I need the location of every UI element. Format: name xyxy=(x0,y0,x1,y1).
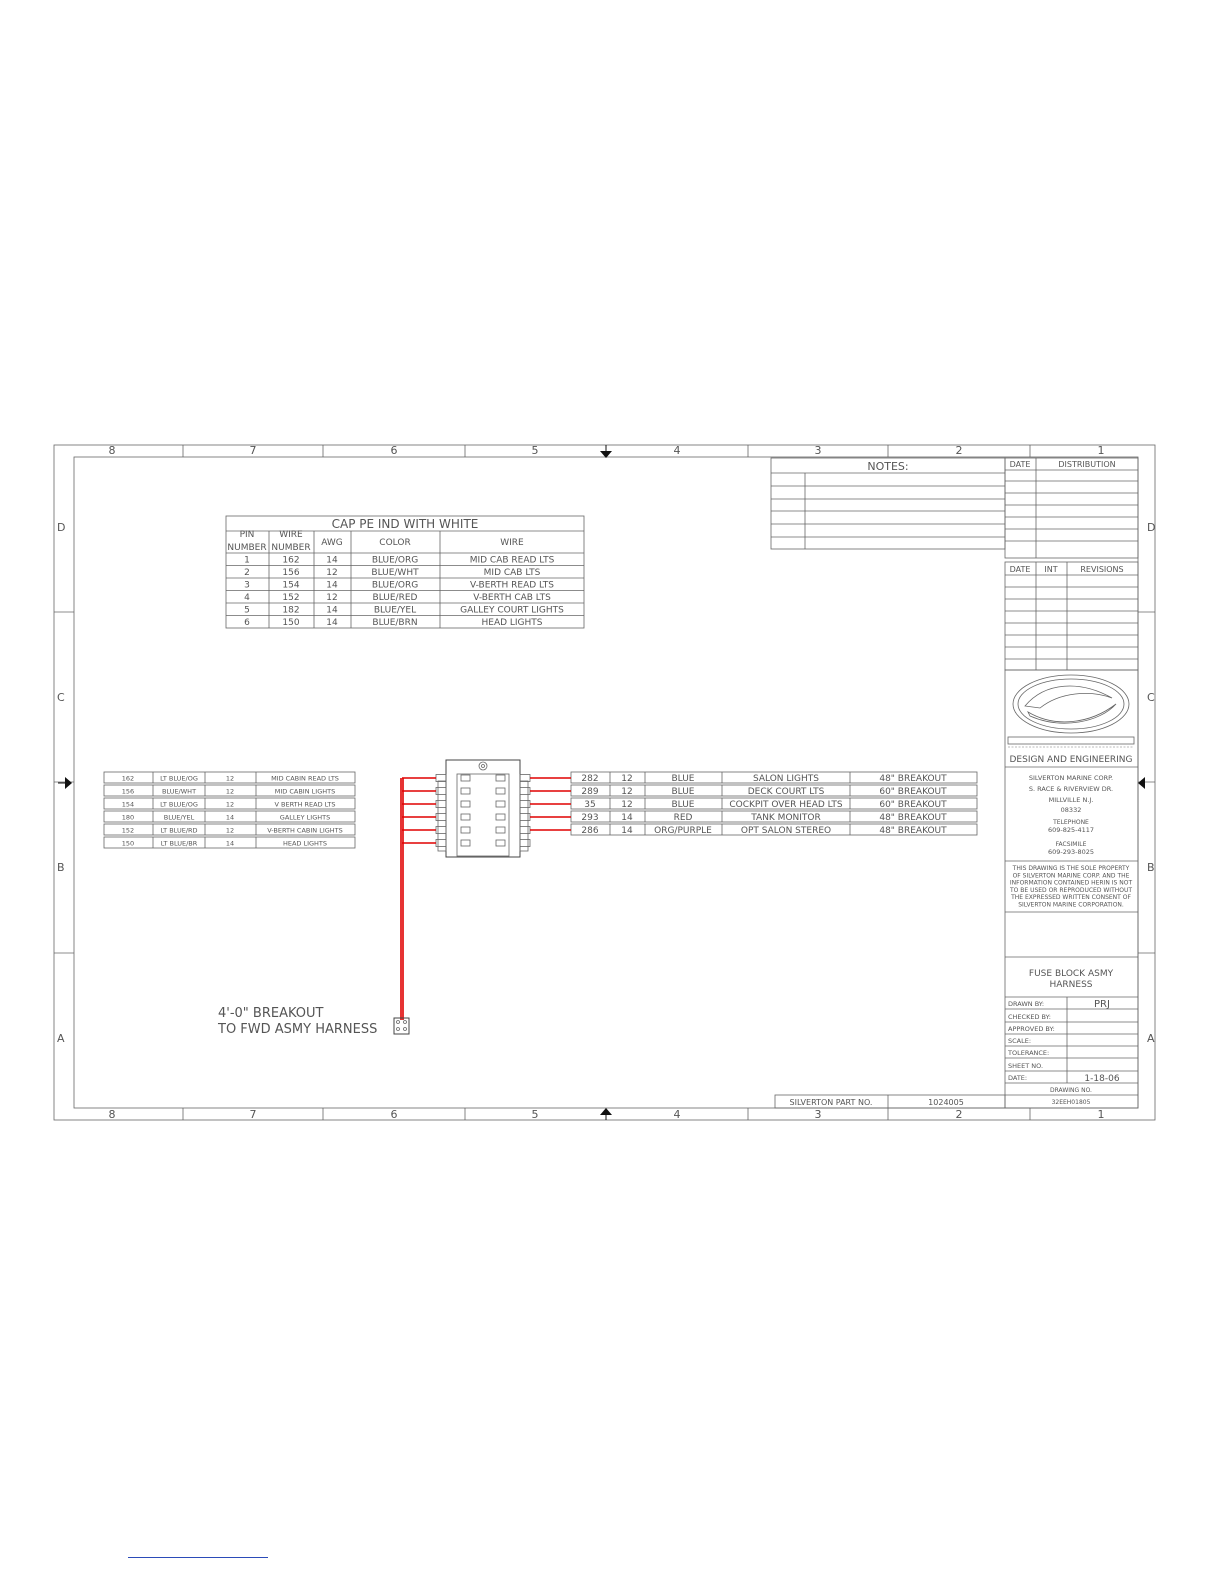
disclaimer-line: TO BE USED OR REPRODUCED WITHOUT xyxy=(1009,886,1133,894)
revisions-title: REVISIONS xyxy=(1080,565,1124,574)
company-address: S. RACE & RIVERVIEW DR. xyxy=(1028,785,1114,793)
right-table-cell: 12 xyxy=(621,787,633,797)
left-table-cell: 152 xyxy=(121,826,135,835)
right-table-cell: 48" BREAKOUT xyxy=(879,826,947,836)
fuse-terminal-left xyxy=(436,814,446,821)
breakout-label-line2: TO FWD ASMY HARNESS xyxy=(218,1022,378,1037)
right-wire-table xyxy=(571,772,977,836)
notes-box xyxy=(771,458,1005,549)
pin-table-header: WIRE xyxy=(500,538,524,548)
left-table-cell: 162 xyxy=(121,774,135,783)
revisions-date-header: DATE xyxy=(1009,565,1031,574)
left-table-cell: 12 xyxy=(225,826,235,835)
left-table-cell: 154 xyxy=(121,800,135,809)
fuse-slot xyxy=(496,827,505,833)
disclaimer-line: THIS DRAWING IS THE SOLE PROPERTY xyxy=(1012,865,1130,872)
pin-table-header: COLOR xyxy=(379,538,411,548)
sheet-no-label: SHEET NO. xyxy=(1008,1062,1044,1070)
left-table-cell: BLUE/YEL xyxy=(163,813,195,822)
right-table-cell: RED xyxy=(673,813,693,823)
pin-table-cell: 150 xyxy=(282,618,300,628)
column-label-top: 1 xyxy=(1097,444,1105,457)
hyperlink-underline[interactable] xyxy=(128,1557,268,1558)
column-label-bottom: 5 xyxy=(531,1108,539,1121)
pin-table-cell: 152 xyxy=(282,593,300,603)
right-table-cell: DECK COURT LTS xyxy=(747,787,825,797)
revisions-int-header: INT xyxy=(1044,565,1058,574)
column-label-top: 4 xyxy=(673,444,681,457)
pin-table-cell: BLUE/ORG xyxy=(371,555,419,566)
right-table-cell: 289 xyxy=(581,787,599,797)
telephone-label: TELEPHONE xyxy=(1053,819,1089,826)
column-label-bottom: 7 xyxy=(249,1108,257,1121)
left-wire-table xyxy=(104,772,355,848)
column-label-top: 5 xyxy=(531,444,539,457)
notes-title: NOTES: xyxy=(867,460,909,473)
row-label-left: A xyxy=(57,1032,65,1045)
left-table-cell: 156 xyxy=(121,787,135,796)
column-label-top: 8 xyxy=(108,444,116,457)
red-wires xyxy=(401,778,571,1020)
pin-table-cell: 14 xyxy=(326,605,338,616)
distribution-title: DISTRIBUTION xyxy=(1058,460,1116,469)
disclaimer-line: INFORMATION CONTAINED HERIN IS NOT xyxy=(1009,879,1133,887)
column-label-bottom: 6 xyxy=(390,1108,398,1121)
fuse-slot xyxy=(496,814,505,820)
pin-table-cell: 6 xyxy=(244,618,250,628)
pin-table-cell: 2 xyxy=(244,568,250,578)
right-table-cell: COCKPIT OVER HEAD LTS xyxy=(729,800,843,810)
left-table-cell: 12 xyxy=(225,800,235,809)
pin-table-cell: V-BERTH READ LTS xyxy=(469,580,555,591)
tolerance-label: TOLERANCE: xyxy=(1008,1049,1050,1057)
left-table-cell: MID CABIN READ LTS xyxy=(271,774,339,783)
left-table-cell: V BERTH READ LTS xyxy=(274,800,336,809)
row-labels-right xyxy=(1147,521,1155,1045)
left-table-cell: 150 xyxy=(121,839,135,848)
pin-table-cell: 1 xyxy=(244,555,250,566)
fuse-slot xyxy=(461,788,470,794)
right-table-cell: 35 xyxy=(584,800,596,810)
left-table-cell: LT BLUE/OG xyxy=(160,774,198,783)
fuse-terminal-right xyxy=(520,801,530,808)
pin-table-cell: BLUE/BRN xyxy=(372,618,418,628)
disclaimer-line: OF SILVERTON MARINE CORP. AND THE xyxy=(1012,872,1130,880)
right-table-cell: ORG/PURPLE xyxy=(654,826,712,836)
fuse-terminal-left xyxy=(436,801,446,808)
part-no-label: SILVERTON PART NO. xyxy=(789,1098,873,1107)
date-value: 1-18-06 xyxy=(1084,1074,1120,1084)
design-engineering: DESIGN AND ENGINEERING xyxy=(1009,755,1133,765)
right-table-cell: 286 xyxy=(581,826,599,836)
fuse-block xyxy=(436,760,530,857)
right-table-cell: 14 xyxy=(621,826,633,836)
pin-table-cell: MID CAB READ LTS xyxy=(469,555,555,566)
drawn-by-label: DRAWN BY: xyxy=(1008,1000,1045,1008)
disclaimer-line: THE EXPRESSED WRITTEN CONSENT OF xyxy=(1011,894,1131,902)
row-label-left: D xyxy=(57,521,66,534)
column-label-top: 2 xyxy=(955,444,963,457)
facsimile-label: FACSIMILE xyxy=(1055,841,1087,848)
column-label-bottom: 2 xyxy=(955,1108,963,1121)
scale-label: SCALE: xyxy=(1008,1037,1032,1045)
date-label: DATE: xyxy=(1008,1074,1028,1082)
right-table-cell: 282 xyxy=(581,774,599,784)
right-table-cell: 60" BREAKOUT xyxy=(879,787,947,797)
row-label-right: D xyxy=(1147,521,1156,534)
pin-table-cell: 12 xyxy=(326,568,338,578)
distribution-box xyxy=(1005,458,1138,558)
fuse-terminal-right xyxy=(520,788,530,795)
pin-table-header: WIRE xyxy=(279,530,303,540)
right-table-cell: BLUE xyxy=(671,774,695,784)
fuse-terminal-right xyxy=(520,775,530,782)
left-table-cell: HEAD LIGHTS xyxy=(282,839,328,848)
column-label-top: 6 xyxy=(390,444,398,457)
fuse-slot xyxy=(461,827,470,833)
pin-table-cell: GALLEY COURT LIGHTS xyxy=(460,605,564,616)
right-table-cell: TANK MONITOR xyxy=(751,813,821,823)
breakout-label-line1: 4'-0" BREAKOUT xyxy=(218,1006,324,1021)
pin-table-cell: BLUE/WHT xyxy=(371,568,419,578)
drawn-by-value: PRJ xyxy=(1094,999,1110,1010)
drawing-no-value: 32EEH01805 xyxy=(1051,1099,1091,1106)
pin-table-cell: HEAD LIGHTS xyxy=(481,618,543,628)
pin-table-cell: 182 xyxy=(282,605,300,616)
right-table-cell: OPT SALON STEREO xyxy=(740,826,832,836)
pin-table-cell: BLUE/RED xyxy=(372,593,418,603)
left-table-cell: LT BLUE/OG xyxy=(160,800,198,809)
company-city: MILLVILLE N.J. xyxy=(1048,796,1094,804)
fuse-terminal-right xyxy=(520,814,530,821)
column-label-bottom: 3 xyxy=(814,1108,822,1121)
left-table-cell: 180 xyxy=(121,813,135,822)
drawing-title-line1: FUSE BLOCK ASMY xyxy=(1028,969,1114,979)
checked-by-label: CHECKED BY: xyxy=(1008,1013,1051,1021)
fuse-slot xyxy=(461,801,470,807)
row-label-right: C xyxy=(1147,691,1155,704)
revisions-box xyxy=(1005,562,1138,670)
row-label-left: B xyxy=(57,861,65,874)
column-label-bottom: 1 xyxy=(1097,1108,1105,1121)
row-label-right: A xyxy=(1147,1032,1155,1045)
left-table-cell: MID CABIN LIGHTS xyxy=(274,787,336,796)
left-table-cell: GALLEY LIGHTS xyxy=(279,813,331,822)
pin-table-cell: 14 xyxy=(326,580,338,591)
fuse-slot xyxy=(496,788,505,794)
right-table-cell: BLUE xyxy=(671,800,695,810)
fuse-terminal-left xyxy=(436,840,446,847)
fuse-terminal-left xyxy=(436,788,446,795)
pin-table-cell: 5 xyxy=(244,605,250,616)
left-table-cell: LT BLUE/RD xyxy=(160,826,198,835)
pin-table-cell: 156 xyxy=(282,568,300,578)
left-table-cell: 12 xyxy=(225,774,235,783)
pin-table-title: CAP PE IND WITH WHITE xyxy=(331,517,479,531)
pin-table-header: AWG xyxy=(321,538,343,548)
pin-table-cell: 154 xyxy=(282,580,300,591)
title-block xyxy=(1005,670,1138,1108)
pin-table-cell: 3 xyxy=(244,580,250,591)
pin-table-cell: 162 xyxy=(282,555,300,566)
pin-table-header: NUMBER xyxy=(271,543,311,553)
left-table-cell: BLUE/WHT xyxy=(161,787,197,796)
fuse-terminal-left xyxy=(436,775,446,782)
column-label-bottom: 4 xyxy=(673,1108,681,1121)
right-table-cell: 293 xyxy=(581,813,599,823)
left-table-cell: 14 xyxy=(225,813,235,822)
left-table-cell: V-BERTH CABIN LIGHTS xyxy=(267,826,343,835)
right-table-cell: SALON LIGHTS xyxy=(752,774,820,784)
right-table-cell: 12 xyxy=(621,800,633,810)
pin-table-cell: BLUE/ORG xyxy=(371,580,419,591)
fuse-terminal-right xyxy=(520,840,530,847)
pin-table-cell: 4 xyxy=(244,593,250,603)
fuse-terminal-right xyxy=(520,827,530,834)
column-label-top: 3 xyxy=(814,444,822,457)
distribution-date-header: DATE xyxy=(1009,460,1031,469)
pin-table-header: NUMBER xyxy=(227,543,267,553)
pin-table-cell: V-BERTH CAB LTS xyxy=(473,593,551,603)
drawing-title-line2: HARNESS xyxy=(1049,980,1093,990)
disclaimer-line: SILVERTON MARINE CORPORATION. xyxy=(1018,901,1124,909)
right-table-cell: 12 xyxy=(621,774,633,784)
company-name: SILVERTON MARINE CORP. xyxy=(1028,774,1114,782)
fuse-slot xyxy=(461,775,470,781)
pin-table-cell: MID CAB LTS xyxy=(483,568,541,578)
pin-table-cell: 14 xyxy=(326,618,338,628)
left-table-cell: 14 xyxy=(225,839,235,848)
right-table-cell: 48" BREAKOUT xyxy=(879,774,947,784)
pin-table-cell: 14 xyxy=(326,555,338,566)
fuse-slot xyxy=(461,840,470,846)
fuse-slot xyxy=(496,840,505,846)
column-label-top: 7 xyxy=(249,444,257,457)
fuse-slot xyxy=(461,814,470,820)
row-label-right: B xyxy=(1147,861,1155,874)
drawing-no-label: DRAWING NO. xyxy=(1050,1087,1092,1094)
part-no-value: 1024005 xyxy=(928,1098,964,1107)
pin-table-cell: BLUE/YEL xyxy=(373,605,417,616)
left-table-cell: LT BLUE/BR xyxy=(160,839,198,848)
breakout-connector xyxy=(394,1018,409,1034)
fuse-terminals xyxy=(436,775,530,847)
approved-by-label: APPROVED BY: xyxy=(1008,1025,1055,1033)
left-table-cell: 12 xyxy=(225,787,235,796)
company-zip: 08332 xyxy=(1060,806,1082,814)
row-label-left: C xyxy=(57,691,65,704)
pin-table xyxy=(226,516,584,628)
fuse-slot xyxy=(496,801,505,807)
facsimile-number: 609-293-8025 xyxy=(1047,848,1095,856)
pin-table-cell: 12 xyxy=(326,593,338,603)
part-number-strip xyxy=(775,1095,1005,1108)
pin-table-header: PIN xyxy=(239,530,255,540)
right-table-cell: 48" BREAKOUT xyxy=(879,813,947,823)
telephone-number: 609-825-4117 xyxy=(1047,826,1095,834)
right-table-cell: BLUE xyxy=(671,787,695,797)
fuse-terminal-left xyxy=(436,827,446,834)
right-table-cell: 60" BREAKOUT xyxy=(879,800,947,810)
silverton-logo xyxy=(1008,675,1134,747)
fuse-slot xyxy=(496,775,505,781)
column-label-bottom: 8 xyxy=(108,1108,116,1121)
right-table-cell: 14 xyxy=(621,813,633,823)
disclaimer-text xyxy=(1009,865,1132,909)
